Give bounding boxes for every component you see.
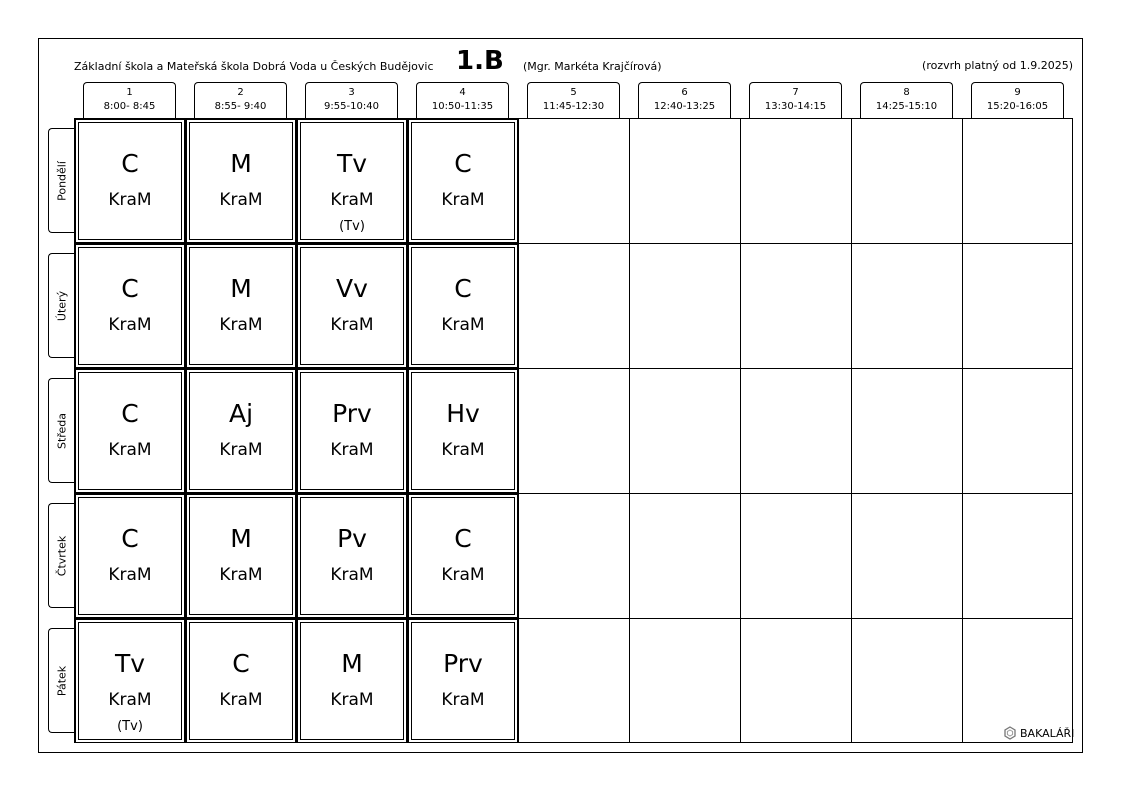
hour-time: 8:55- 9:40 [214, 101, 267, 112]
lesson-cell[interactable] [78, 372, 182, 490]
lesson-teacher: KraM [330, 565, 374, 585]
lesson-teacher: KraM [108, 190, 152, 210]
lesson-cell[interactable] [78, 622, 182, 740]
hour-time: 13:30-14:15 [764, 101, 827, 112]
lesson-teacher: KraM [108, 440, 152, 460]
lesson-teacher: KraM [330, 690, 374, 710]
lesson-teacher: KraM [219, 565, 263, 585]
grid-column-divider [407, 119, 408, 742]
lesson-subject: M [230, 149, 252, 178]
timetable-grid [74, 118, 1073, 743]
lesson-cell[interactable] [411, 247, 515, 365]
hour-time: 11:45-12:30 [542, 101, 605, 112]
lesson-teacher: KraM [441, 690, 485, 710]
bakalari-logo [1003, 726, 1074, 740]
lesson-teacher: KraM [108, 690, 152, 710]
lesson-cell[interactable] [300, 122, 404, 240]
bakalari-logo-text: BAKALÁŘI [1020, 726, 1075, 740]
lesson-cell[interactable] [300, 247, 404, 365]
day-name: Pátek [55, 665, 68, 696]
hour-number: 5 [570, 87, 577, 98]
lesson-subject: C [121, 399, 139, 428]
lesson-subject: M [341, 649, 363, 678]
hour-header-8 [860, 82, 953, 118]
lesson-teacher: KraM [108, 565, 152, 585]
lesson-subject: C [121, 149, 139, 178]
hour-number: 2 [237, 87, 244, 98]
lesson-subject: C [232, 649, 250, 678]
lesson-subject: C [454, 274, 472, 303]
lesson-cell[interactable] [78, 122, 182, 240]
lesson-cell[interactable] [189, 622, 293, 740]
lesson-subject: Prv [443, 649, 483, 678]
hour-header-3 [305, 82, 398, 118]
grid-column-divider [962, 119, 963, 742]
hour-number: 1 [126, 87, 133, 98]
lesson-subject: Prv [332, 399, 372, 428]
day-header-2 [48, 253, 74, 358]
lesson-cell[interactable] [78, 247, 182, 365]
lesson-cell[interactable] [411, 372, 515, 490]
lesson-subject: Tv [114, 649, 146, 678]
lesson-teacher: KraM [441, 440, 485, 460]
lesson-subject: Hv [446, 399, 480, 428]
hour-number: 7 [792, 87, 799, 98]
lesson-teacher: KraM [330, 440, 374, 460]
lesson-teacher: KraM [219, 440, 263, 460]
lesson-subject: M [230, 524, 252, 553]
lesson-cell[interactable] [189, 497, 293, 615]
validity-date: (rozvrh platný od 1.9.2025) [922, 59, 1073, 72]
class-name: 1.B [456, 46, 504, 76]
day-header-3 [48, 378, 74, 483]
hour-time: 9:55-10:40 [324, 101, 379, 112]
lesson-subject: Vv [336, 274, 368, 303]
lesson-teacher: KraM [219, 190, 263, 210]
lesson-subject: Pv [337, 524, 367, 553]
lesson-teacher: KraM [219, 315, 263, 335]
day-header-5 [48, 628, 74, 733]
hour-time: 10:50-11:35 [431, 101, 494, 112]
hour-header-1 [83, 82, 176, 118]
bakalari-logo-icon [1003, 726, 1017, 740]
lesson-cell[interactable] [189, 122, 293, 240]
lesson-teacher: KraM [330, 190, 374, 210]
lesson-subject: M [230, 274, 252, 303]
hour-time: 14:25-15:10 [875, 101, 938, 112]
hour-header-7 [749, 82, 842, 118]
lesson-subject: Tv [336, 149, 368, 178]
grid-column-divider [185, 119, 186, 742]
hour-number: 4 [459, 87, 466, 98]
day-name: Čtvrtek [55, 535, 68, 576]
hour-header-5 [527, 82, 620, 118]
day-header-1 [48, 128, 74, 233]
lesson-cell[interactable] [189, 372, 293, 490]
grid-column-divider [740, 119, 741, 742]
lesson-subject: C [454, 524, 472, 553]
lesson-cell[interactable] [300, 372, 404, 490]
lesson-cell[interactable] [78, 497, 182, 615]
day-name: Pondělí [55, 160, 68, 201]
grid-row-divider [75, 493, 1072, 494]
lesson-group: (Tv) [117, 719, 143, 734]
hour-header-9 [971, 82, 1064, 118]
lesson-subject: C [454, 149, 472, 178]
hour-header-6 [638, 82, 731, 118]
lesson-cell[interactable] [411, 622, 515, 740]
class-teacher: (Mgr. Markéta Krajčírová) [523, 60, 662, 73]
lesson-subject: Aj [228, 399, 254, 428]
lesson-cell[interactable] [411, 497, 515, 615]
lesson-subject: C [121, 274, 139, 303]
lesson-teacher: KraM [108, 315, 152, 335]
hour-number: 9 [1014, 87, 1021, 98]
lesson-cell[interactable] [411, 122, 515, 240]
hour-number: 3 [348, 87, 355, 98]
lesson-teacher: KraM [330, 315, 374, 335]
lesson-group: (Tv) [339, 219, 365, 234]
grid-column-divider [518, 119, 519, 742]
day-name: Úterý [55, 290, 68, 321]
grid-row-divider [75, 243, 1072, 244]
lesson-cell[interactable] [300, 622, 404, 740]
school-name: Základní škola a Mateřská škola Dobrá Voda u Českých Budějovic [74, 60, 434, 73]
day-header-4 [48, 503, 74, 608]
hour-header-2 [194, 82, 287, 118]
grid-row-divider [75, 618, 1072, 619]
lesson-teacher: KraM [441, 315, 485, 335]
hour-time: 12:40-13:25 [653, 101, 716, 112]
hour-number: 6 [681, 87, 688, 98]
hour-number: 8 [903, 87, 910, 98]
grid-column-divider [629, 119, 630, 742]
lesson-teacher: KraM [219, 690, 263, 710]
lesson-teacher: KraM [441, 565, 485, 585]
day-name: Středa [55, 412, 68, 449]
lesson-cell[interactable] [189, 247, 293, 365]
grid-column-divider [296, 119, 297, 742]
grid-column-divider [851, 119, 852, 742]
lesson-teacher: KraM [441, 190, 485, 210]
hour-header-4 [416, 82, 509, 118]
lesson-cell[interactable] [300, 497, 404, 615]
hour-time: 15:20-16:05 [986, 101, 1049, 112]
lesson-subject: C [121, 524, 139, 553]
grid-row-divider [75, 368, 1072, 369]
hour-time: 8:00- 8:45 [103, 101, 156, 112]
